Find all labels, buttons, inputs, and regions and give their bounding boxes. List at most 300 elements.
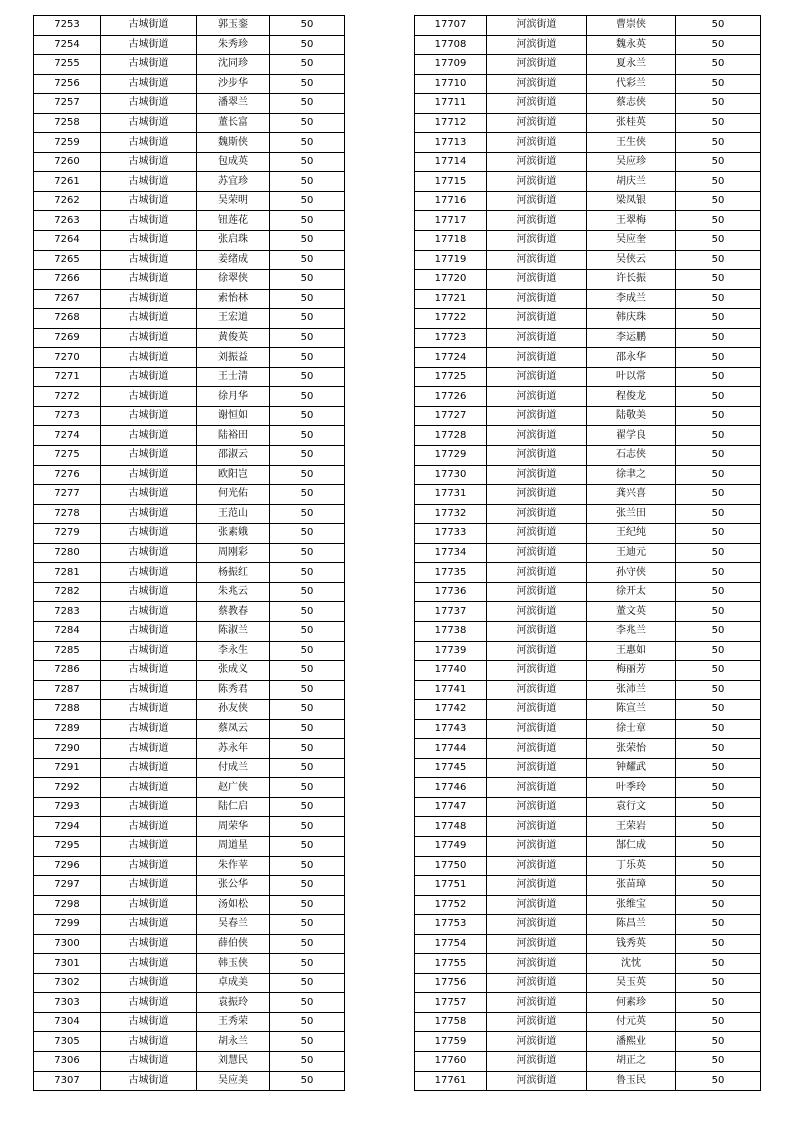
- street-cell: 河滨街道: [487, 55, 587, 75]
- serial-number-cell: 17733: [415, 524, 487, 544]
- amount-cell: 50: [676, 328, 761, 348]
- table-row: [34, 719, 345, 739]
- serial-number-cell: 17710: [415, 74, 487, 94]
- table-row: [34, 641, 345, 661]
- table-row: [34, 231, 345, 251]
- name-cell: 索怡林: [197, 289, 270, 309]
- name-cell: 许长振: [587, 270, 676, 290]
- name-cell: 翟学良: [587, 426, 676, 446]
- street-cell: 河滨街道: [487, 191, 587, 211]
- amount-cell: 50: [676, 94, 761, 114]
- amount-cell: 50: [270, 270, 345, 290]
- street-cell: 古城街道: [101, 406, 197, 426]
- name-cell: 王生侠: [587, 133, 676, 153]
- serial-number-cell: 17739: [415, 641, 487, 661]
- table-row: [34, 367, 345, 387]
- serial-number-cell: 7268: [34, 309, 101, 329]
- name-cell: 徐翠侠: [197, 270, 270, 290]
- table-row: [415, 309, 761, 329]
- amount-cell: 50: [270, 856, 345, 876]
- amount-cell: 50: [676, 74, 761, 94]
- amount-cell: 50: [676, 621, 761, 641]
- amount-cell: 50: [270, 582, 345, 602]
- amount-cell: 50: [676, 1012, 761, 1032]
- amount-cell: 50: [676, 504, 761, 524]
- table-row: [34, 270, 345, 290]
- name-cell: 李永生: [197, 641, 270, 661]
- amount-cell: 50: [676, 406, 761, 426]
- serial-number-cell: 17740: [415, 661, 487, 681]
- table-row: [415, 661, 761, 681]
- name-cell: 袁振玲: [197, 993, 270, 1013]
- serial-number-cell: 7265: [34, 250, 101, 270]
- amount-cell: 50: [270, 55, 345, 75]
- amount-cell: 50: [676, 973, 761, 993]
- street-cell: 河滨街道: [487, 1032, 587, 1052]
- name-cell: 韩玉侠: [197, 954, 270, 974]
- name-cell: 董长富: [197, 113, 270, 133]
- serial-number-cell: 17742: [415, 700, 487, 720]
- table-row: [34, 94, 345, 114]
- serial-number-cell: 7291: [34, 758, 101, 778]
- serial-number-cell: 7286: [34, 661, 101, 681]
- street-cell: 古城街道: [101, 621, 197, 641]
- serial-number-cell: 17756: [415, 973, 487, 993]
- street-cell: 河滨街道: [487, 993, 587, 1013]
- amount-cell: 50: [676, 758, 761, 778]
- serial-number-cell: 7264: [34, 231, 101, 251]
- name-cell: 徐开太: [587, 582, 676, 602]
- table-row: [34, 426, 345, 446]
- amount-cell: 50: [270, 387, 345, 407]
- name-cell: 吴应珍: [587, 152, 676, 172]
- street-cell: 古城街道: [101, 94, 197, 114]
- name-cell: 王翠梅: [587, 211, 676, 231]
- street-cell: 古城街道: [101, 191, 197, 211]
- serial-number-cell: 17759: [415, 1032, 487, 1052]
- amount-cell: 50: [270, 35, 345, 55]
- street-cell: 古城街道: [101, 973, 197, 993]
- street-cell: 河滨街道: [487, 641, 587, 661]
- name-cell: 张维宝: [587, 895, 676, 915]
- name-cell: 周荣华: [197, 817, 270, 837]
- table-row: [34, 621, 345, 641]
- amount-cell: 50: [676, 739, 761, 759]
- serial-number-cell: 7275: [34, 446, 101, 466]
- table-row: [415, 289, 761, 309]
- street-cell: 河滨街道: [487, 543, 587, 563]
- street-cell: 古城街道: [101, 680, 197, 700]
- table-row: [34, 973, 345, 993]
- street-cell: 古城街道: [101, 582, 197, 602]
- table-row: [415, 367, 761, 387]
- serial-number-cell: 7260: [34, 152, 101, 172]
- amount-cell: 50: [270, 1071, 345, 1091]
- table-row: [415, 211, 761, 231]
- serial-number-cell: 7301: [34, 954, 101, 974]
- serial-number-cell: 7285: [34, 641, 101, 661]
- table-row: [415, 328, 761, 348]
- amount-cell: 50: [676, 426, 761, 446]
- name-cell: 薛伯侠: [197, 934, 270, 954]
- name-cell: 汤如松: [197, 895, 270, 915]
- table-row: [34, 465, 345, 485]
- right-roster-body: [415, 16, 761, 1091]
- table-row: [34, 1012, 345, 1032]
- table-row: [415, 485, 761, 505]
- serial-number-cell: 17723: [415, 328, 487, 348]
- street-cell: 河滨街道: [487, 934, 587, 954]
- amount-cell: 50: [270, 367, 345, 387]
- street-cell: 古城街道: [101, 895, 197, 915]
- name-cell: 蔡教春: [197, 602, 270, 622]
- serial-number-cell: 17713: [415, 133, 487, 153]
- table-row: [34, 915, 345, 935]
- name-cell: 叶以常: [587, 367, 676, 387]
- amount-cell: 50: [676, 915, 761, 935]
- table-row: [34, 817, 345, 837]
- street-cell: 古城街道: [101, 661, 197, 681]
- table-row: [34, 739, 345, 759]
- table-row: [415, 621, 761, 641]
- name-cell: 王宏道: [197, 309, 270, 329]
- serial-number-cell: 17734: [415, 543, 487, 563]
- table-row: [415, 426, 761, 446]
- name-cell: 邵永华: [587, 348, 676, 368]
- serial-number-cell: 7282: [34, 582, 101, 602]
- table-row: [415, 954, 761, 974]
- name-cell: 丁乐英: [587, 856, 676, 876]
- table-row: [34, 524, 345, 544]
- amount-cell: 50: [676, 700, 761, 720]
- amount-cell: 50: [676, 856, 761, 876]
- left-roster-body: [34, 16, 345, 1091]
- street-cell: 古城街道: [101, 719, 197, 739]
- street-cell: 古城街道: [101, 817, 197, 837]
- amount-cell: 50: [270, 621, 345, 641]
- amount-cell: 50: [270, 739, 345, 759]
- serial-number-cell: 7257: [34, 94, 101, 114]
- street-cell: 河滨街道: [487, 465, 587, 485]
- serial-number-cell: 7280: [34, 543, 101, 563]
- amount-cell: 50: [270, 485, 345, 505]
- name-cell: 何素珍: [587, 993, 676, 1013]
- serial-number-cell: 7302: [34, 973, 101, 993]
- name-cell: 陆敬美: [587, 406, 676, 426]
- serial-number-cell: 7279: [34, 524, 101, 544]
- serial-number-cell: 17746: [415, 778, 487, 798]
- street-cell: 河滨街道: [487, 113, 587, 133]
- serial-number-cell: 7289: [34, 719, 101, 739]
- amount-cell: 50: [676, 250, 761, 270]
- table-row: [415, 817, 761, 837]
- street-cell: 古城街道: [101, 993, 197, 1013]
- name-cell: 陈淑兰: [197, 621, 270, 641]
- name-cell: 叶季玲: [587, 778, 676, 798]
- amount-cell: 50: [270, 16, 345, 36]
- name-cell: 钮莲花: [197, 211, 270, 231]
- table-row: [415, 152, 761, 172]
- amount-cell: 50: [676, 797, 761, 817]
- amount-cell: 50: [270, 934, 345, 954]
- name-cell: 沈忱: [587, 954, 676, 974]
- street-cell: 古城街道: [101, 934, 197, 954]
- serial-number-cell: 7254: [34, 35, 101, 55]
- street-cell: 河滨街道: [487, 35, 587, 55]
- serial-number-cell: 7263: [34, 211, 101, 231]
- street-cell: 古城街道: [101, 563, 197, 583]
- table-row: [415, 35, 761, 55]
- amount-cell: 50: [270, 778, 345, 798]
- amount-cell: 50: [270, 446, 345, 466]
- street-cell: 古城街道: [101, 172, 197, 192]
- street-cell: 河滨街道: [487, 661, 587, 681]
- serial-number-cell: 17744: [415, 739, 487, 759]
- name-cell: 郜仁成: [587, 836, 676, 856]
- left-roster-table: [33, 15, 345, 1091]
- amount-cell: 50: [270, 915, 345, 935]
- table-row: [34, 895, 345, 915]
- name-cell: 徐月华: [197, 387, 270, 407]
- street-cell: 古城街道: [101, 74, 197, 94]
- serial-number-cell: 17724: [415, 348, 487, 368]
- table-row: [34, 348, 345, 368]
- serial-number-cell: 7266: [34, 270, 101, 290]
- name-cell: 陆裕田: [197, 426, 270, 446]
- street-cell: 古城街道: [101, 113, 197, 133]
- amount-cell: 50: [676, 641, 761, 661]
- street-cell: 古城街道: [101, 641, 197, 661]
- street-cell: 古城街道: [101, 1051, 197, 1071]
- street-cell: 古城街道: [101, 309, 197, 329]
- amount-cell: 50: [270, 1012, 345, 1032]
- street-cell: 古城街道: [101, 485, 197, 505]
- serial-number-cell: 17741: [415, 680, 487, 700]
- table-row: [415, 543, 761, 563]
- table-row: [415, 270, 761, 290]
- name-cell: 张桂英: [587, 113, 676, 133]
- table-row: [415, 55, 761, 75]
- amount-cell: 50: [676, 680, 761, 700]
- name-cell: 胡庆兰: [587, 172, 676, 192]
- amount-cell: 50: [270, 328, 345, 348]
- amount-cell: 50: [676, 895, 761, 915]
- name-cell: 韩庆珠: [587, 309, 676, 329]
- serial-number-cell: 17707: [415, 16, 487, 36]
- street-cell: 河滨街道: [487, 582, 587, 602]
- amount-cell: 50: [270, 973, 345, 993]
- amount-cell: 50: [270, 758, 345, 778]
- table-row: [34, 934, 345, 954]
- street-cell: 河滨街道: [487, 954, 587, 974]
- table-row: [34, 680, 345, 700]
- name-cell: 杨振红: [197, 563, 270, 583]
- name-cell: 朱秀珍: [197, 35, 270, 55]
- amount-cell: 50: [676, 191, 761, 211]
- serial-number-cell: 17732: [415, 504, 487, 524]
- table-row: [415, 582, 761, 602]
- name-cell: 吴玉英: [587, 973, 676, 993]
- table-row: [415, 797, 761, 817]
- street-cell: 河滨街道: [487, 719, 587, 739]
- serial-number-cell: 7274: [34, 426, 101, 446]
- serial-number-cell: 17729: [415, 446, 487, 466]
- amount-cell: 50: [676, 563, 761, 583]
- name-cell: 欧阳岂: [197, 465, 270, 485]
- serial-number-cell: 17761: [415, 1071, 487, 1091]
- name-cell: 代彩兰: [587, 74, 676, 94]
- street-cell: 河滨街道: [487, 172, 587, 192]
- street-cell: 河滨街道: [487, 426, 587, 446]
- street-cell: 古城街道: [101, 543, 197, 563]
- serial-number-cell: 17728: [415, 426, 487, 446]
- street-cell: 古城街道: [101, 856, 197, 876]
- serial-number-cell: 17749: [415, 836, 487, 856]
- street-cell: 古城街道: [101, 465, 197, 485]
- serial-number-cell: 17727: [415, 406, 487, 426]
- amount-cell: 50: [676, 993, 761, 1013]
- table-row: [415, 1012, 761, 1032]
- street-cell: 古城街道: [101, 133, 197, 153]
- name-cell: 徐士章: [587, 719, 676, 739]
- amount-cell: 50: [676, 602, 761, 622]
- amount-cell: 50: [676, 289, 761, 309]
- serial-number-cell: 7288: [34, 700, 101, 720]
- amount-cell: 50: [676, 55, 761, 75]
- table-row: [415, 895, 761, 915]
- street-cell: 河滨街道: [487, 250, 587, 270]
- street-cell: 古城街道: [101, 504, 197, 524]
- table-row: [34, 406, 345, 426]
- table-row: [34, 836, 345, 856]
- name-cell: 陈秀君: [197, 680, 270, 700]
- table-row: [34, 16, 345, 36]
- serial-number-cell: 17755: [415, 954, 487, 974]
- table-row: [415, 348, 761, 368]
- serial-number-cell: 7298: [34, 895, 101, 915]
- amount-cell: 50: [676, 113, 761, 133]
- serial-number-cell: 17731: [415, 485, 487, 505]
- amount-cell: 50: [270, 700, 345, 720]
- street-cell: 河滨街道: [487, 602, 587, 622]
- amount-cell: 50: [676, 778, 761, 798]
- street-cell: 古城街道: [101, 700, 197, 720]
- amount-cell: 50: [270, 74, 345, 94]
- table-row: [34, 797, 345, 817]
- street-cell: 古城街道: [101, 876, 197, 896]
- serial-number-cell: 7277: [34, 485, 101, 505]
- street-cell: 古城街道: [101, 387, 197, 407]
- serial-number-cell: 7256: [34, 74, 101, 94]
- serial-number-cell: 17721: [415, 289, 487, 309]
- name-cell: 吴应奎: [587, 231, 676, 251]
- serial-number-cell: 17722: [415, 309, 487, 329]
- amount-cell: 50: [676, 524, 761, 544]
- table-row: [415, 641, 761, 661]
- street-cell: 河滨街道: [487, 1071, 587, 1091]
- street-cell: 河滨街道: [487, 856, 587, 876]
- table-row: [34, 133, 345, 153]
- name-cell: 钟耀武: [587, 758, 676, 778]
- street-cell: 河滨街道: [487, 485, 587, 505]
- amount-cell: 50: [676, 348, 761, 368]
- name-cell: 徐聿之: [587, 465, 676, 485]
- street-cell: 河滨街道: [487, 817, 587, 837]
- table-row: [34, 661, 345, 681]
- name-cell: 姜绪成: [197, 250, 270, 270]
- serial-number-cell: 7292: [34, 778, 101, 798]
- table-row: [34, 758, 345, 778]
- table-row: [34, 485, 345, 505]
- amount-cell: 50: [270, 348, 345, 368]
- serial-number-cell: 7296: [34, 856, 101, 876]
- name-cell: 张沛兰: [587, 680, 676, 700]
- table-row: [415, 934, 761, 954]
- table-row: [415, 172, 761, 192]
- serial-number-cell: 17719: [415, 250, 487, 270]
- name-cell: 刘振益: [197, 348, 270, 368]
- name-cell: 吴荣明: [197, 191, 270, 211]
- amount-cell: 50: [270, 309, 345, 329]
- serial-number-cell: 17715: [415, 172, 487, 192]
- name-cell: 袁行文: [587, 797, 676, 817]
- street-cell: 古城街道: [101, 1032, 197, 1052]
- amount-cell: 50: [676, 1032, 761, 1052]
- table-row: [34, 1051, 345, 1071]
- street-cell: 河滨街道: [487, 836, 587, 856]
- street-cell: 河滨街道: [487, 74, 587, 94]
- table-row: [415, 1071, 761, 1091]
- table-row: [34, 250, 345, 270]
- name-cell: 程俊龙: [587, 387, 676, 407]
- name-cell: 张兰田: [587, 504, 676, 524]
- street-cell: 古城街道: [101, 250, 197, 270]
- street-cell: 河滨街道: [487, 328, 587, 348]
- name-cell: 龚兴喜: [587, 485, 676, 505]
- name-cell: 陆仁启: [197, 797, 270, 817]
- street-cell: 河滨街道: [487, 876, 587, 896]
- serial-number-cell: 7255: [34, 55, 101, 75]
- name-cell: 王士清: [197, 367, 270, 387]
- serial-number-cell: 7272: [34, 387, 101, 407]
- name-cell: 朱兆云: [197, 582, 270, 602]
- name-cell: 吴应美: [197, 1071, 270, 1091]
- street-cell: 河滨街道: [487, 700, 587, 720]
- amount-cell: 50: [676, 172, 761, 192]
- street-cell: 河滨街道: [487, 289, 587, 309]
- street-cell: 河滨街道: [487, 895, 587, 915]
- street-cell: 古城街道: [101, 55, 197, 75]
- amount-cell: 50: [270, 524, 345, 544]
- street-cell: 古城街道: [101, 328, 197, 348]
- name-cell: 王惠如: [587, 641, 676, 661]
- amount-cell: 50: [676, 446, 761, 466]
- serial-number-cell: 17717: [415, 211, 487, 231]
- table-row: [415, 465, 761, 485]
- serial-number-cell: 17726: [415, 387, 487, 407]
- name-cell: 董文英: [587, 602, 676, 622]
- serial-number-cell: 17758: [415, 1012, 487, 1032]
- name-cell: 沙步华: [197, 74, 270, 94]
- street-cell: 古城街道: [101, 152, 197, 172]
- table-row: [34, 876, 345, 896]
- name-cell: 胡永兰: [197, 1032, 270, 1052]
- name-cell: 王纪纯: [587, 524, 676, 544]
- table-row: [415, 876, 761, 896]
- name-cell: 苏永年: [197, 739, 270, 759]
- table-row: [415, 250, 761, 270]
- name-cell: 张公华: [197, 876, 270, 896]
